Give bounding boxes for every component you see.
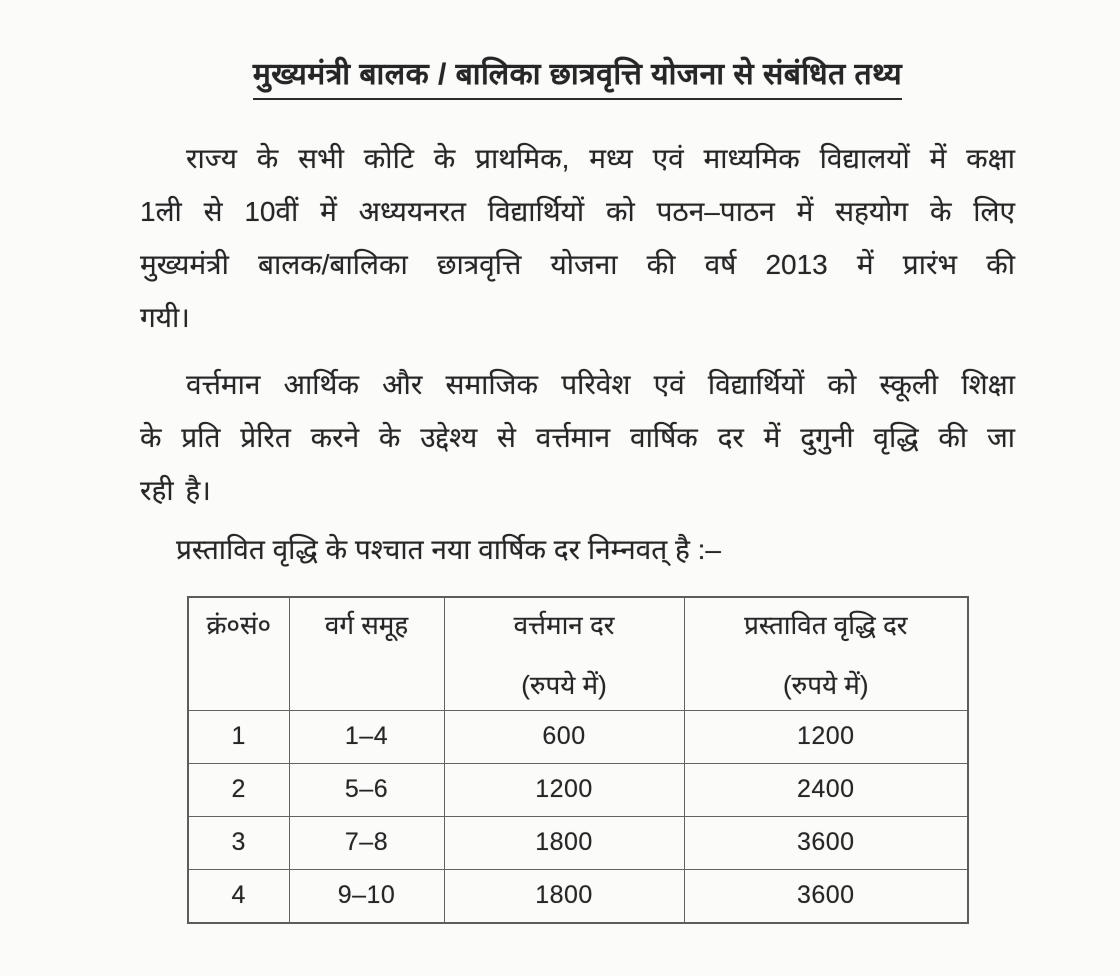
cell-proposed-rate: 3600 [684, 816, 968, 869]
table-row [188, 710, 968, 763]
paragraph-line: रही है। [140, 474, 211, 506]
header-serial [188, 597, 289, 711]
header-current-rate [444, 597, 684, 711]
cell-current-rate: 1800 [444, 816, 684, 869]
table-header-row [188, 597, 968, 711]
paragraph-line: 1ली से 10वीं में अध्ययनरत विद्यार्थियों को पठन–पाठन में सहयोग के लिए [140, 195, 1015, 227]
cell-serial: 2 [188, 763, 289, 816]
header-serial-label: क्रं०सं० [206, 609, 272, 640]
table-row [188, 816, 968, 869]
cell-proposed-rate: 3600 [684, 869, 968, 923]
cell-current-rate: 600 [444, 710, 684, 763]
cell-class-group: 7–8 [289, 816, 444, 869]
paragraph-line: वर्त्तमान आर्थिक और समाजिक परिवेश एवं विद्यार्थियों को स्कूली शिक्षा [186, 368, 1015, 400]
table-row [188, 763, 968, 816]
header-current-rate-label: वर्त्तमान दर [513, 609, 615, 640]
paragraph-line: मुख्यमंत्री बालक/बालिका छात्रवृत्ति योजना की वर्ष 2013 में प्रारंभ की [140, 248, 1015, 280]
header-current-rate-unit: (रुपये में) [521, 669, 607, 700]
cell-current-rate: 1200 [444, 763, 684, 816]
cell-proposed-rate: 2400 [684, 763, 968, 816]
cell-serial: 1 [188, 710, 289, 763]
cell-class-group: 5–6 [289, 763, 444, 816]
title-row [140, 56, 1015, 100]
scholarship-rates-table [187, 596, 969, 924]
cell-current-rate: 1800 [444, 869, 684, 923]
paragraph-line: के प्रति प्रेरित करने के उद्देश्य से वर्त्तमान वार्षिक दर में दुगुनी वृद्धि की जा [140, 421, 1015, 453]
header-proposed-rate [684, 597, 968, 711]
header-proposed-rate-unit: (रुपये में) [783, 669, 869, 700]
table-row [188, 869, 968, 923]
cell-class-group: 9–10 [289, 869, 444, 923]
paragraph-purpose [140, 358, 1015, 517]
header-proposed-rate-label: प्रस्तावित वृद्धि दर [744, 609, 908, 640]
cell-class-group: 1–4 [289, 710, 444, 763]
header-class-group-label: वर्ग समूह [324, 609, 409, 640]
cell-serial: 3 [188, 816, 289, 869]
page-title: मुख्यमंत्री बालक / बालिका छात्रवृत्ति योजना से संबंधित तथ्य [253, 56, 902, 100]
paragraph-intro [140, 132, 1015, 344]
paragraph-line: गयी। [140, 301, 190, 333]
cell-serial: 4 [188, 869, 289, 923]
cell-proposed-rate: 1200 [684, 710, 968, 763]
header-class-group [289, 597, 444, 711]
paragraph-line: राज्य के सभी कोटि के प्राथमिक, मध्य एवं माध्यमिक विद्यालयों में कक्षा [186, 142, 1015, 174]
paragraph-table-lead-in: प्रस्तावित वृद्धि के पश्चात नया वार्षिक दर निम्नवत् है :– [176, 533, 721, 565]
